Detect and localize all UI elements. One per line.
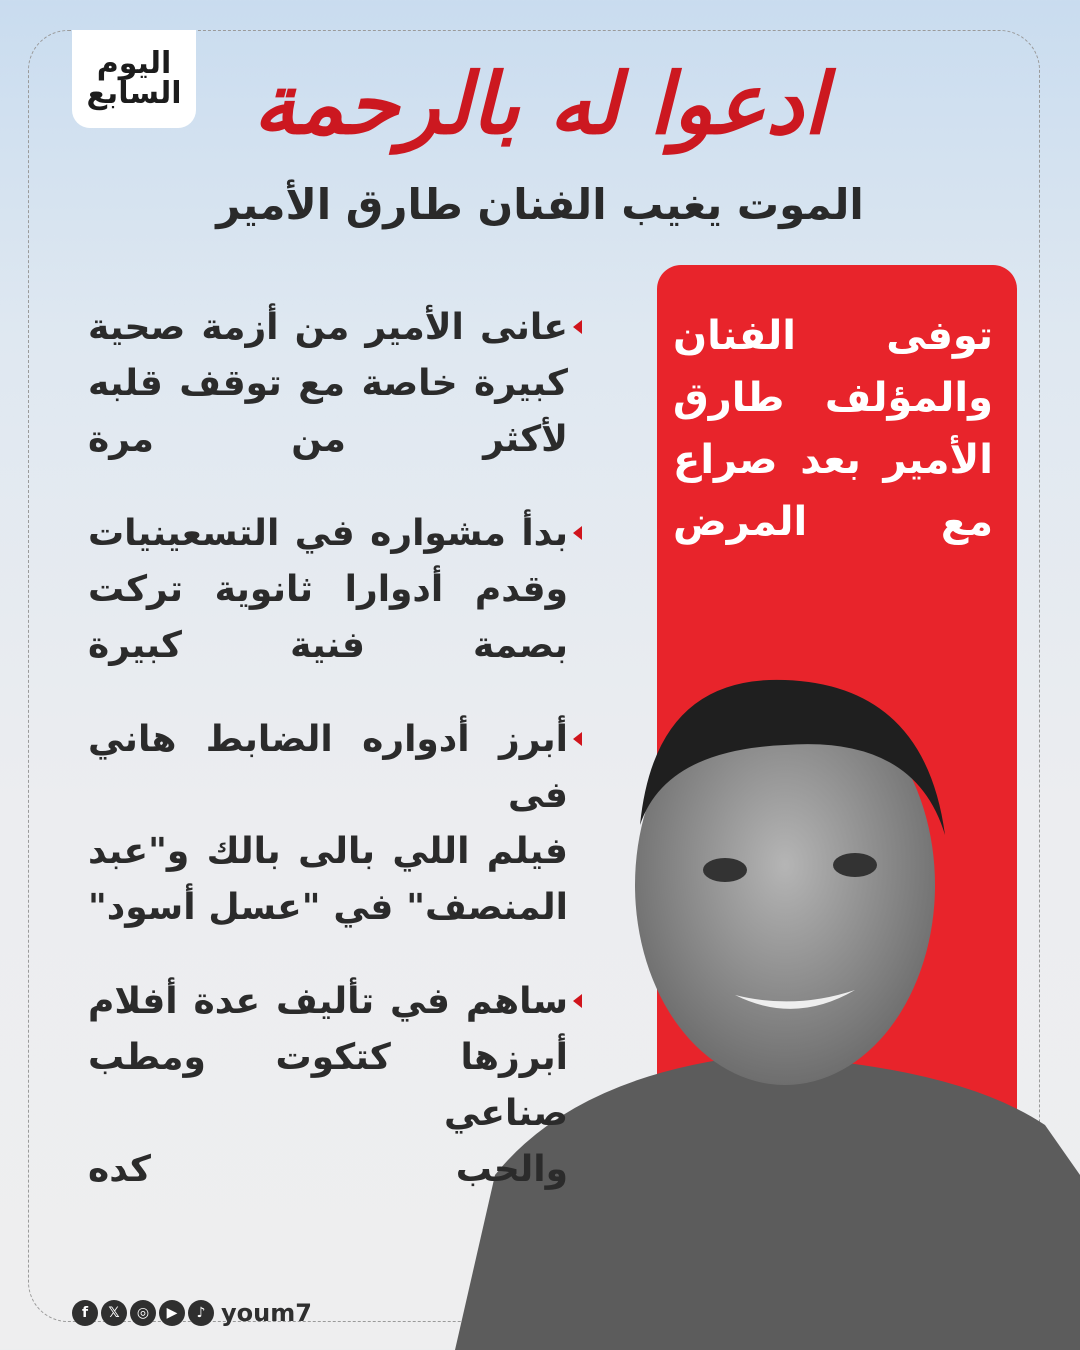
page-subtitle: الموت يغيب الفنان طارق الأمير <box>216 180 864 229</box>
bullet-list <box>88 300 568 1236</box>
brand-handle: youm7 <box>221 1299 312 1327</box>
panel-line: الأمير بعد صراع <box>673 437 993 483</box>
bullet-line: أبرزها كتكوت ومطب صناعي <box>88 1037 568 1134</box>
bullet-line: المنصف" في "عسل أسود" <box>88 887 568 928</box>
bullet-triangle-icon <box>573 320 582 334</box>
bullet-line: عانى الأمير من أزمة صحية <box>88 307 568 348</box>
bullet-triangle-icon <box>573 526 582 540</box>
youm7-logo <box>72 30 196 128</box>
bullet-item <box>88 712 568 936</box>
social-bar <box>72 1299 312 1327</box>
bullet-line: لأكثر من مرة <box>88 419 568 460</box>
bullet-line: بصمة فنية كبيرة <box>88 625 568 666</box>
youtube-icon[interactable]: ▶ <box>159 1300 185 1326</box>
panel-text <box>673 305 993 553</box>
page-title: ادعوا له بالرحمة <box>253 54 827 153</box>
panel-line: توفى الفنان <box>673 313 993 359</box>
instagram-icon[interactable]: ◎ <box>130 1300 156 1326</box>
logo-line-2: السابع <box>86 76 182 111</box>
bullet-item <box>88 974 568 1198</box>
panel-line: مع المرض <box>673 499 993 545</box>
bullet-item <box>88 300 568 468</box>
panel-line: والمؤلف طارق <box>673 375 993 421</box>
bullet-line: وقدم أدوارا ثانوية تركت <box>88 569 568 610</box>
bullet-line: كبيرة خاصة مع توقف قلبه <box>88 363 568 404</box>
bullet-line: أبرز أدواره الضابط هاني فى <box>88 719 568 816</box>
logo-line-1: اليوم <box>96 46 172 81</box>
bullet-triangle-icon <box>573 732 582 746</box>
bullet-item <box>88 506 568 674</box>
x-icon[interactable]: 𝕏 <box>101 1300 127 1326</box>
bullet-line: فيلم اللي بالى بالك و"عبد <box>88 831 568 872</box>
bullet-line: والحب كده <box>88 1149 568 1190</box>
tiktok-icon[interactable]: ♪ <box>188 1300 214 1326</box>
facebook-icon[interactable]: f <box>72 1300 98 1326</box>
bullet-line: بدأ مشواره في التسعينيات <box>88 513 568 554</box>
bullet-triangle-icon <box>573 994 582 1008</box>
bullet-line: ساهم في تأليف عدة أفلام <box>88 981 568 1022</box>
